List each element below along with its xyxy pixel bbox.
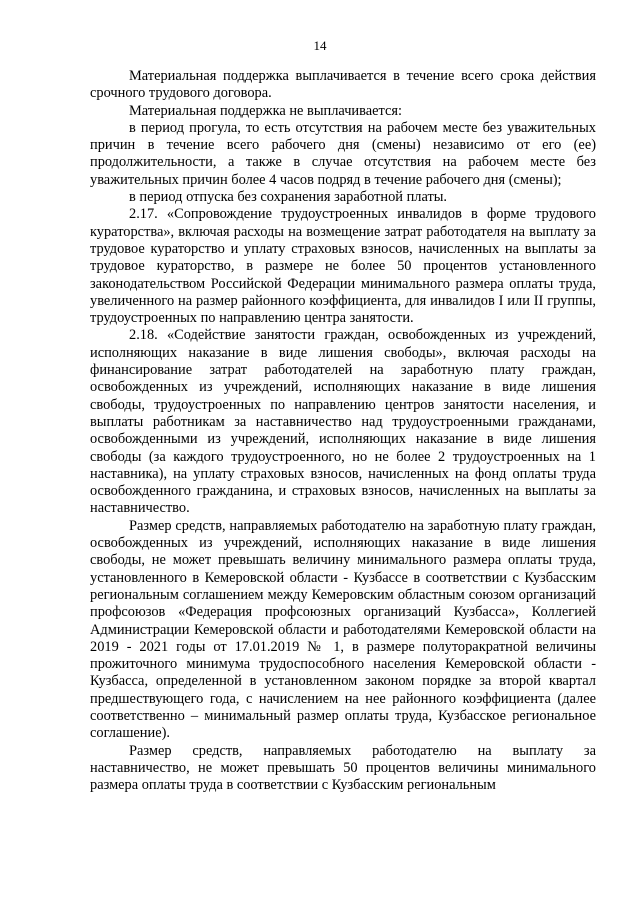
paragraph-wage-amount: Размер средств, направляемых работодателю на заработную плату граждан, освобожденных из учреждений, исполняющих наказание в виде лишения свободы, не может превышать величину минимального размера оплаты труда, установленного в Кемеровской области - Кузбассе в соответствии с Кузбасским региональным соглашением между Кемеровским областным союзом организаций профсоюзов «Федерация профсоюзных организаций Кузбасса», Коллегией Администрации Кемеровской области и работодателями Кемеровской области на 2019 - 2021 годы от 17.01.2019 № 1, в размере полуторакратной величины прожиточного минимума трудоспособного населения Кемеровской области - Кузбасса, определенной в установленном законом порядке за второй квартал предшествующего года, с начислением на нее районного коэффициента (далее соответственно – минимальный размер оплаты труда, Кузбасское региональное соглашение). bbox=[90, 517, 596, 742]
page-number: 14 bbox=[313, 38, 327, 53]
paragraph-mentoring-amount: Размер средств, направляемых работодателю на выплату за наставничество, не может превышать 50 процентов величины минимального размера оплаты труда в соответствии с Кузбасским региональным bbox=[90, 742, 596, 794]
paragraph-absence: в период прогула, то есть отсутствия на рабочем месте без уважительных причин в течение всего рабочего дня (смены) независимо от его (ее) продолжительности, а также в случае отсутствия на рабочем месте без уважительных причин более 4 часов подряд в течение рабочего дня (смены); bbox=[90, 119, 596, 188]
paragraph-support-not-paid: Материальная поддержка не выплачивается: bbox=[129, 102, 402, 119]
paragraph-2-17: 2.17. «Сопровождение трудоустроенных инвалидов в форме трудового кураторства», включая расходы на возмещение затрат работодателя на выплату за трудовое кураторство и уплату страховых взносов, начисленных на выплаты за трудовое кураторство, в размере не более 50 процентов установленного законодательством Российской Федерации минимального размера оплаты труда, увеличенного на размер районного коэффициента, для инвалидов I или II группы, трудоустроенных по направлению центра занятости. bbox=[90, 206, 596, 327]
paragraph-unpaid-leave: в период отпуска без сохранения заработной платы. bbox=[129, 189, 448, 206]
paragraph-support-duration: Материальная поддержка выплачивается в течение всего срока действия срочного трудового договора. bbox=[90, 68, 596, 102]
paragraph-2-18: 2.18. «Содействие занятости граждан, освобожденных из учреждений, исполняющих наказание в виде лишения свободы», включая расходы на финансирование затрат работодателей на заработную плату граждан, освобожденных из учреждений, исполняющих наказание в виде лишения свободы, трудоустроенных по направлению центров занятости населения, и выплаты работникам за наставничество над трудоустроенными гражданами, освобожденными из учреждений, исполняющих наказание в виде лишения свободы (за каждого трудоустроенного, но не более 2 трудоустроенных на 1 наставника), на уплату страховых взносов, начисленных на фонд оплаты труда освобожденного гражданина, и страховых взносов, начисленных на выплаты за наставничество. bbox=[90, 327, 596, 517]
document-body bbox=[90, 68, 596, 794]
